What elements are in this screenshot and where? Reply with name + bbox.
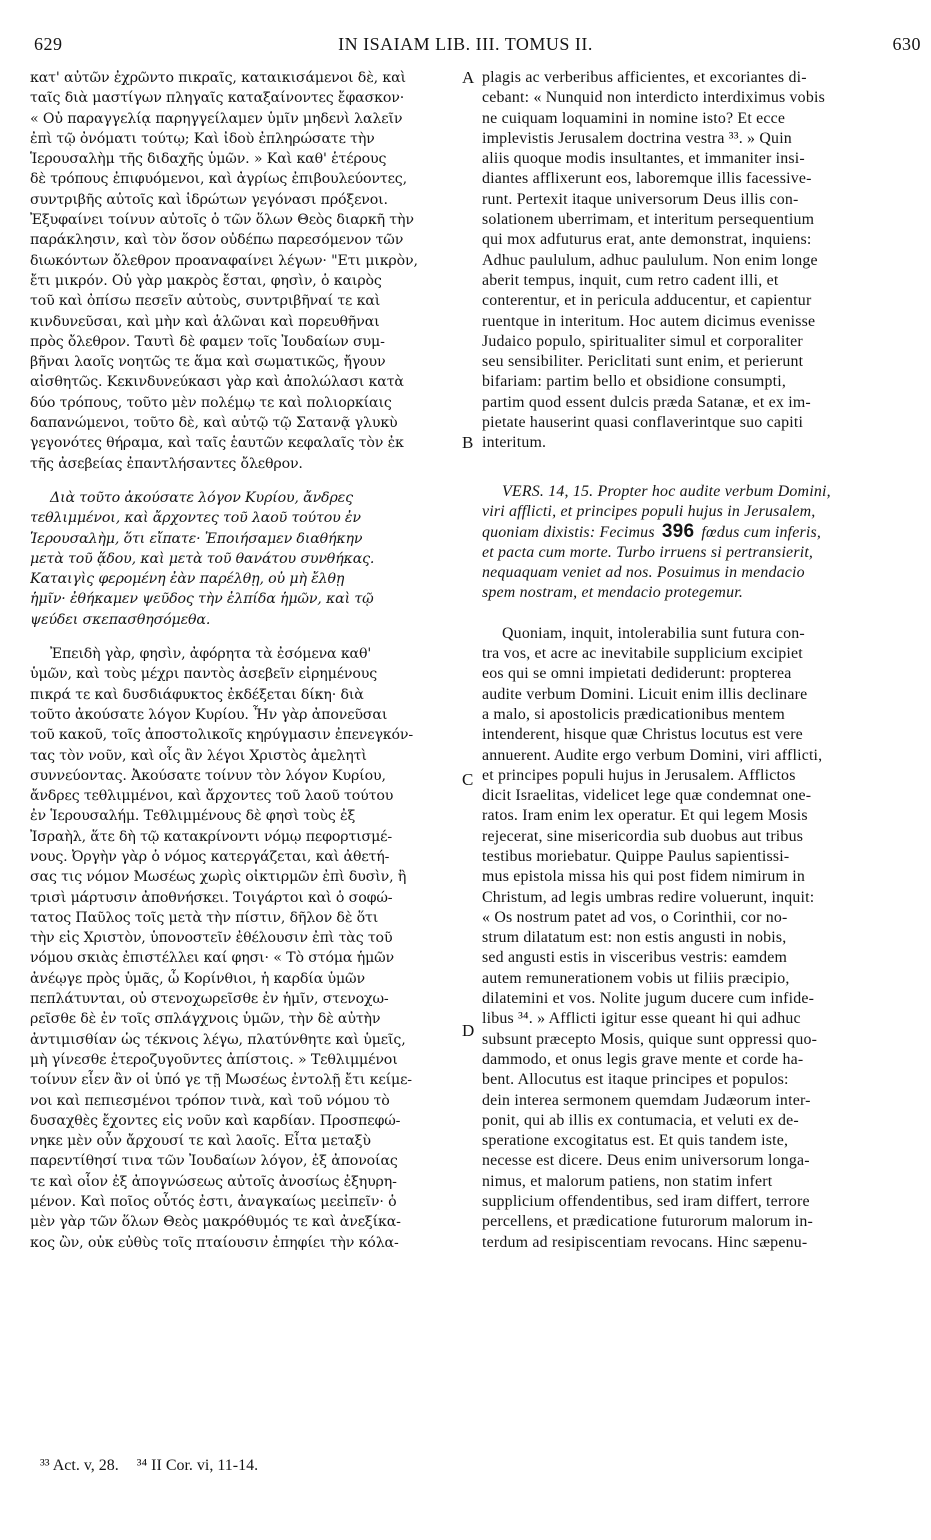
text-segment: fœdus cum inferis, <box>701 524 822 542</box>
margin-letter-d: D <box>462 1021 475 1040</box>
text-line: αἰσθητῶς. Κεκινδυνεύκασι γὰρ καὶ ἀπολώλασι κατὰ <box>30 374 404 391</box>
text-line: ψεύδει σκεπασθησόμεθα. <box>30 611 211 628</box>
text-line: speratione excogitatus est. Et quis tandem iste, <box>482 1132 789 1150</box>
text-line: dein interea sermonem quemdam Judæorum inter- <box>482 1091 811 1109</box>
text-line: τῆς ἀσεβείας ἐπαντλήσαντες ὄλεθρον. <box>30 455 303 472</box>
greek-lemma <box>30 488 460 630</box>
text-line: ponit, qui ab illis ex contumacia, et veluti ex de- <box>482 1111 799 1129</box>
text-line: dammodo, et onus legis grave mente et corde ha- <box>482 1050 804 1068</box>
latin-block-2 <box>482 624 902 1253</box>
text-line: interitum. <box>482 434 547 452</box>
text-line: δὲ τρόπους ἐπιφυόμενοι, καὶ ἀγρίως ἐπιβουλεύοντες, <box>30 171 407 188</box>
text-line: Ἱερουσαλὴμ, ὅτι εἴπατε· Ἐποιήσαμεν διαθήκην <box>30 530 363 547</box>
text-line: et pacta cum morte. Turbo irruens si pertransierit, <box>482 543 814 561</box>
text-line: dilatemini et vos. Nolite jugum ducere cum infide- <box>482 990 815 1008</box>
spacer <box>482 603 902 623</box>
text-line: dicit Israelitas, videlicet lege quæ condemnat one- <box>482 787 812 805</box>
text-line: bifariam: partim bello et obsidione consumpti, <box>482 373 786 391</box>
text-line: Adhuc paululum, adhuc paululum. Non enim longe <box>482 251 818 269</box>
text-line: plagis ac verberibus afficientes, et excoriantes di- <box>482 69 807 86</box>
text-line: ruentque in interitum. Hoc autem dicimus evenisse <box>482 312 816 330</box>
text-line: runt. Pertexit itaque universorum Deus illis con- <box>482 190 799 208</box>
text-line: intenderent, hisque quæ Christus locutus est vere <box>482 726 803 744</box>
text-line: συντριβῆς αὐτοῖς καὶ ἱδρώτων γεγόνασι πρόξενοι. <box>30 191 388 208</box>
text-line: ἀντιμισθίαν ὡς τέκνοις λέγω, πλατύνθητε καὶ ὑμεῖς, <box>30 1031 406 1048</box>
text-line: ἔτι μικρόν. Οὐ γὰρ μακρὸς ἔσται, φησὶν, ὁ καιρὸς <box>30 272 382 289</box>
text-line: spem nostram, et mendacio protegemur. <box>482 584 744 602</box>
text-line: « Os nostrum patet ad vos, o Corinthii, cor no- <box>482 908 788 926</box>
text-line: Καταιγὶς φερομένη ἐὰν παρέλθῃ, οὐ μὴ ἔλθῃ <box>30 571 345 588</box>
text-line: strum dilatatum est: non estis angusti in nobis, <box>482 929 787 947</box>
text-line: πρὸς ὄλεθρον. Ταυτὶ δὲ φαμεν τοῖς Ἰουδαίων συμ- <box>30 333 385 350</box>
text-line: tra vos, et acre ac inevitabile supplicium excipiet <box>482 645 803 663</box>
text-line: aliis quoque modis insultantes, et immaniter insi- <box>482 150 805 168</box>
greek-block-2 <box>30 644 460 1253</box>
text-line: pietate hauserint quasi conflaverintque suo capiti <box>482 414 804 432</box>
text-segment: quoniam dixistis: Fecimus <box>482 524 655 542</box>
text-line: ἐν Ἱερουσαλήμ. Τεθλιμμένους δὲ φησὶ τοὺς ἐξ <box>30 808 356 825</box>
text-line: libus ³⁴. » Afflicti igitur esse queant hi qui adhuc <box>482 1010 801 1028</box>
text-line: conterentur, et in pericula adducentur, et capientur <box>482 292 812 310</box>
latin-column <box>482 68 902 1253</box>
text-line: implevistis Jerusalem doctrina vestra ³³. » Quin <box>482 129 792 147</box>
text-line: τοῦ καὶ ὀπίσω πεσεῖν αὐτοὺς, συντριβῆναί τε καὶ <box>30 293 381 310</box>
spacer <box>482 454 902 468</box>
text-line: μένον. Καὶ ποῖος οὗτός ἐστι, ἀναγκαίως μεεἰπεῖν· ὁ <box>30 1194 397 1211</box>
text-line: συννεύοντας. Ἀκούσατε τοίνυν τὸν λόγον Κυρίου, <box>30 767 386 784</box>
text-line: solationem uberrimam, et interitum persequentium <box>482 211 815 229</box>
text-line: τοίνυν εἶεν ἂν οἱ ὑπό γε τῇ Μωσέως ἐντολῇ ἔτι κείμε- <box>30 1072 412 1089</box>
text-line: cebant: « Nunquid non interdicto interdiximus vobis <box>482 89 825 107</box>
spacer <box>482 468 902 482</box>
text-line: nequaquam veniet ad nos. Posuimus in mendacio <box>482 563 805 581</box>
text-line: δύο τρόπους, τοῦτο μὲν πολέμῳ τε καὶ πολιορκίαις <box>30 394 392 411</box>
footnote-33: ³³ Act. v, 28. <box>40 1457 119 1474</box>
text-line: Ἐπειδὴ γὰρ, φησὶν, ἀφόρητα τὰ ἐσόμενα καθ' <box>50 646 372 663</box>
text-line: νους. Ὀργὴν γὰρ ὁ νόμος κατεργάζεται, καὶ ἀθετή- <box>30 848 390 865</box>
spacer <box>30 474 460 488</box>
text-line: τε καὶ οἷον ἐξ ἀπογνώσεως αὐτοῖς ἀνοσίως ἐξηυρη- <box>30 1173 397 1190</box>
text-line: autem remunerationem vobis ut filiis præcipio, <box>482 969 790 987</box>
text-line: δαπανώμενοι, τοῦτο δὲ, καὶ αὐτῷ τῷ Σατανᾷ γλυκὺ <box>30 415 398 432</box>
margin-letter-a: A <box>462 68 475 87</box>
text-line: VERS. 14, 15. Propter hoc audite verbum Domini, <box>502 482 831 500</box>
text-line: diantes afflixerunt eos, laboremque illis facessive- <box>482 170 812 188</box>
text-line: Christum, ad legis umbras redire voluerunt, inquit: <box>482 888 815 906</box>
text-line: ταῖς διὰ μαστίγων πληγαῖς καταξαίνοντες ἔφασκον· <box>30 90 405 107</box>
text-line: Διὰ τοῦτο ἀκούσατε λόγον Κυρίου, ἄνδρες <box>50 489 353 506</box>
text-line: terdum ad resipiscentiam revocans. Hinc sæpenu- <box>482 1233 808 1251</box>
text-line: νηκε μὲν οὖν ἄρχουσί τε καὶ λαοῖς. Εἶτα μεταξὺ <box>30 1133 371 1150</box>
text-line: βῆναι λαοῖς νοητῶς τε ἅμα καὶ σωματικῶς, ἤγουν <box>30 354 386 371</box>
text-line: sed angusti estis in visceribus vestris: eamdem <box>482 949 788 967</box>
latin-lemma <box>482 482 902 604</box>
text-line: partim quod essent dulcis præda Satanæ, et ex im- <box>482 393 811 411</box>
column-number: 396 <box>661 522 695 543</box>
page-number-left: 629 <box>34 34 63 54</box>
running-title: IN ISAIAM LIB. III. TOMUS II. <box>338 34 593 54</box>
text-line: percellens, et prædicatione futurorum malorum in- <box>482 1213 814 1231</box>
text-line: mus epistola missa his qui post fidem nimirum in <box>482 868 805 886</box>
text-line: νόμου σκιὰς ἐπιστέλλει καί φησι· « Τὸ στόμα ἡμῶν <box>30 950 395 967</box>
text-line: ἄνδρες τεθλιμμένοι, καὶ ἄρχοντες τοῦ λαοῦ τούτου <box>30 788 394 805</box>
greek-column <box>30 68 460 1253</box>
text-line: δυσαχθὲς ἔχοντες εἰς νοῦν καὶ καρδίαν. Προσπεφώ- <box>30 1112 401 1129</box>
page-number-right: 630 <box>892 34 921 54</box>
text-line: « Οὐ παραγγελίᾳ παρηγγείλαμεν ὑμῖν μηδενὶ λαλεῖν <box>30 110 403 127</box>
text-line: Judaico populo, spiritualiter simul et corporaliter <box>482 332 803 350</box>
text-line: subsunt præcepto Mosis, quique sunt oppressi quo- <box>482 1030 818 1048</box>
text-line: μετὰ τοῦ ᾅδου, καὶ μετὰ τοῦ θανάτου συνθήκας. <box>30 550 375 567</box>
text-line: ratos. Iram enim lex operatur. Et qui legem Mosis <box>482 807 808 825</box>
text-line: Ἰσραὴλ, ἅτε δὴ τῷ κατακρίνοντι νόμῳ πεφορτισμέ- <box>30 828 393 845</box>
text-line: nimus, et malorum patiens, non statim infert <box>482 1172 773 1190</box>
text-line: Quoniam, inquit, intolerabilia sunt futura con- <box>502 624 805 642</box>
text-line: κος ὢν, οὐκ εὐθὺς τοῖς πταίουσιν ἐπηφίει τὴν κόλα- <box>30 1234 399 1251</box>
text-line: τρισὶ μάρτυσιν ἀποθνήσκει. Τοιγάρτοι καὶ ὁ σοφώ- <box>30 889 393 906</box>
text-line: ὑμῶν, καὶ τοὺς μέχρι παντὸς ἀσεβεῖν εἰρημένους <box>30 666 378 683</box>
text-line: Ἱερουσαλὴμ τῆς διδαχῆς ὑμῶν. » Καὶ καθ' ἑτέρους <box>30 151 387 168</box>
text-line: supplicium offendentibus, sed iram differt, terrore <box>482 1193 810 1211</box>
text-line: νοι καὶ πεπιεσμένοι τρόπον τινὰ, καὶ τοῦ νόμου τὸ <box>30 1092 390 1109</box>
text-line: a malo, si apostolicis prædicationibus mentem <box>482 705 785 723</box>
text-line: πεπλάτυνται, οὐ στενοχωρεῖσθε ἐν ἡμῖν, στενοχω- <box>30 991 389 1008</box>
text-line: ρεῖσθε δὲ ἐν τοῖς σπλάγχνοις ὑμῶν, τὴν δὲ αὐτὴν <box>30 1011 381 1028</box>
latin-lemma-lines-2 <box>482 543 902 604</box>
text-line: γεγονότες θήραμα, καὶ ταῖς ἑαυτῶν κεφαλαῖς τὸν ἐκ <box>30 435 404 452</box>
spacer <box>30 630 460 644</box>
text-line: τοῦτο ἀκούσατε λόγον Κυρίου. Ἦν γὰρ ἀπονεῦσαι <box>30 706 388 723</box>
text-line: μὴ γίνεσθε ἑτεροζυγοῦντες ἀπίστοις. » Τεθλιμμένοι <box>30 1051 398 1068</box>
text-line: annuerent. Audite ergo verbum Domini, viri afflicti, <box>482 746 823 764</box>
text-line: τας τὸν νοῦν, καὶ οἷς ἂν λέγοι Χριστὸς ἀμελητὶ <box>30 747 367 764</box>
greek-block-1 <box>30 68 460 474</box>
text-line: κατ' αὐτῶν ἐχρῶντο πικραῖς, καταικισάμενοι δὲ, καὶ <box>30 70 406 86</box>
latin-lemma-lines <box>482 482 902 523</box>
footnote-34: ³⁴ II Cor. vi, 11-14. <box>136 1457 259 1474</box>
text-line: μὲν γὰρ τῶν ὅλων Θεὸς μακρόθυμός τε καὶ ἀνεξίκα- <box>30 1214 401 1231</box>
text-line: necesse est dicere. Deus enim universorum longa- <box>482 1152 810 1170</box>
text-line: ἀνέῳγε πρὸς ὑμᾶς, ὦ Κορίνθιοι, ἡ καρδία ὑμῶν <box>30 970 365 987</box>
text-line: πικρά τε καὶ δυσδιάφυκτος ἐκδέξεται δίκη· διὰ <box>30 686 364 703</box>
footnotes <box>40 1456 272 1476</box>
text-line: rejecerat, sine misericordia sub duobus aut tribus <box>482 827 804 845</box>
text-line: audite verbum Domini. Licuit enim illis declinare <box>482 685 808 703</box>
text-line: Ἐξυφαίνει τοίνυν αὐτοῖς ὁ τῶν ὅλων Θεὸς διαρκῆ τὴν <box>30 212 414 229</box>
text-line: ne cuiquam loquamini in nomine isto? Et ecce <box>482 109 786 127</box>
text-line: τοῦ κακοῦ, τοῖς ἀποστολικοῖς κηρύγμασιν ἐπενεγκόν- <box>30 727 414 744</box>
text-line: παράκλησιν, καὶ τὸν ὅσον οὐδέπω παρεσόμενον τῶν <box>30 232 404 249</box>
text-line: τεθλιμμένοι, καὶ ἄρχοντες τοῦ λαοῦ τούτου ἐν <box>30 510 361 527</box>
text-line: testibus moriebatur. Quippe Paulus sapientissi- <box>482 847 790 865</box>
text-line: et principes populi hujus in Jerusalem. Afflictos <box>482 766 796 784</box>
text-line: seu sensibiliter. Periclitati sunt enim, et perierunt <box>482 353 804 371</box>
margin-letter-b: B <box>462 433 474 452</box>
text-line: τὴν εἰς Χριστὸν, ὑπονοστεῖν ἐθέλουσιν ἐπὶ τὰς τοῦ <box>30 930 393 947</box>
text-line: bent. Allocutus est itaque principes et populos: <box>482 1071 789 1089</box>
text-line: ἐπὶ τῷ ὀνόματι τούτῳ; Καὶ ἰδοὺ ἐπληρώσατε τὴν <box>30 130 375 147</box>
text-line: τατος Παῦλος τοῖς μετὰ τὴν πίστιν, δῆλον δὲ ὅτι <box>30 909 379 926</box>
text-line <box>482 522 902 542</box>
text-line: διωκόντων ὄλεθρον προαναφαίνει λέγων· "Ετι μικρὸν, <box>30 252 418 269</box>
text-line: ἡμῖν· ἐθήκαμεν ψεῦδος τὴν ἐλπίδα ἡμῶν, καὶ τῷ <box>30 591 374 608</box>
text-line: σας τις νόμον Μωσέως χωρὶς οἰκτιρμῶν ἐπὶ δυσὶν, ἢ <box>30 869 407 886</box>
latin-block-1 <box>482 68 902 454</box>
text-line: aberit tempus, inquit, cum retro cadent illi, et <box>482 271 779 289</box>
text-line: παρεντίθησί τινα τῶν Ἰουδαίων λόγον, ἐξ ἀπονοίας <box>30 1153 398 1170</box>
text-line: viri afflicti, et principes populi hujus in Jerusalem, <box>482 502 816 520</box>
margin-letter-c: C <box>462 770 474 789</box>
text-line: qui mox adfuturus erat, ante demonstrat, inquiens: <box>482 231 812 249</box>
text-line: eos qui se omni impietati dediderunt: propterea <box>482 665 792 683</box>
text-line: κινδυνεῦσαι, καὶ μὴν καὶ ἁλῶναι καὶ πορευθῆναι <box>30 313 380 330</box>
